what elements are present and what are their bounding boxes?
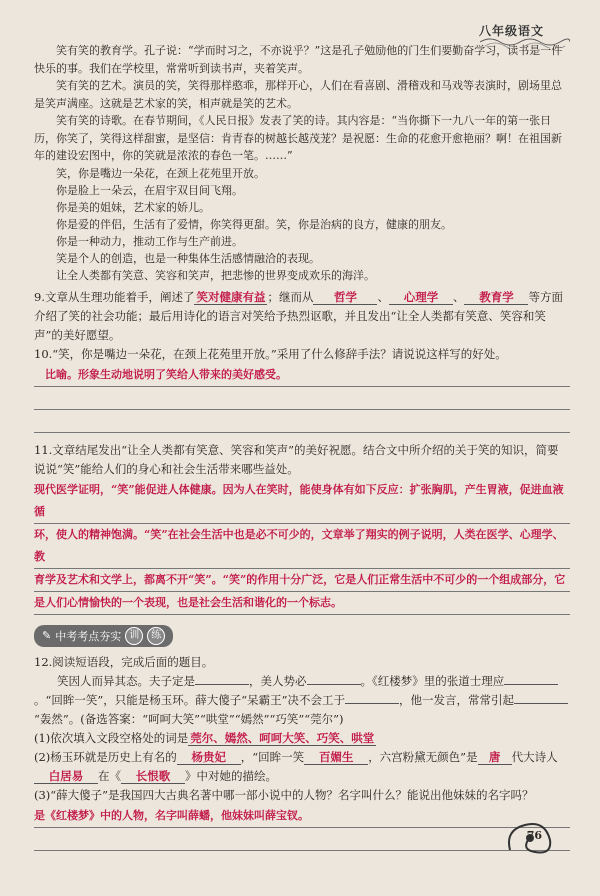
answer-line[interactable] bbox=[34, 828, 570, 851]
poem-line: 笑，你是嘴边一朵花，在颈上花苑里开放。 bbox=[56, 166, 265, 180]
question-10: 10.“笑，你是嘴边一朵花，在颈上花苑里开放。”采用了什么修辞手法？请说说这样写的好处。 bbox=[34, 346, 507, 361]
answer-blank[interactable]: 白居易 bbox=[34, 769, 98, 784]
answer-blank[interactable]: 长恨歌 bbox=[121, 769, 185, 784]
answer-blank[interactable]: 杨贵妃 bbox=[177, 750, 241, 765]
answer-blank[interactable] bbox=[307, 684, 361, 685]
answer-blank[interactable]: 心理学 bbox=[389, 290, 453, 305]
page-header: 八年级语文 bbox=[478, 24, 544, 38]
answer-line[interactable]: 环，使人的精神饱满。“笑”在社会生活中也是必不可少的，文章举了翔实的例子说明，人类在医学、心理学、教 bbox=[34, 524, 570, 569]
poem-line: 让全人类都有笑意、笑容和笑声，把悲惨的世界变成欢乐的海洋。 bbox=[56, 268, 375, 282]
page-number: 76 bbox=[526, 829, 542, 842]
poem-line: 你是爱的伴侣，生活有了爱情，你笑得更甜。笑，你是治病的良方，健康的朋友。 bbox=[56, 217, 452, 231]
poem-line: 你是一种动力，推动工作与生产前进。 bbox=[56, 234, 243, 248]
section-banner bbox=[34, 625, 570, 647]
q12-sub2: (2)杨玉环就是历史上有名的 杨贵妃 ，“回眸一笑 百媚生 ，六宫粉黛无颜色”是 唐 代大诗人白居易 在《 长恨歌 》中对她的描绘。 bbox=[34, 749, 558, 783]
answer-blank[interactable] bbox=[514, 703, 568, 704]
answer-line[interactable]: 育学及艺术和文学上，都离不开“笑”。“笑”的作用十分广泛，它是人们正常生活中不可少的一个组成部分，它 bbox=[34, 569, 570, 592]
answer-line[interactable]: 现代医学证明，“笑”能促进人体健康。因为人在笑时，能使身体有如下反应：扩张胸肌，产生胃液，促进血液循 bbox=[34, 479, 570, 524]
answer-blank[interactable] bbox=[504, 684, 558, 685]
answer-blank[interactable]: 百媚生 bbox=[304, 750, 368, 765]
passage-para: 笑有笑的教育学。孔子说：“学而时习之，不亦说乎？”这是孔子勉励他的门生们要勤奋学习，读书是一件快乐的事。我们在学校里，常常听到读书声，夹着笑声。 bbox=[34, 44, 563, 75]
passage bbox=[34, 42, 570, 284]
question-11: 11.文章结尾发出“让全人类都有笑意、笑容和笑声”的美好祝愿。结合文中所介绍的关于笑的知识，简要说说“笑”能给人们的身心和社会生活带来哪些益处。 bbox=[34, 442, 559, 476]
answer-blank[interactable] bbox=[195, 684, 249, 685]
passage-para: 笑有笑的诗歌。在春节期间，《人民日报》发表了笑的诗。其内容是：“当你撕下一九八一年的第一张日历，你笑了，笑得这样甜蜜，是坚信：肯青春的树越长越茂茏？是祝愿：生命的花愈开愈艳丽？啊！在祖国新年的建设宏图中，你的笑就是浓浓的春色一笔。……” bbox=[34, 114, 562, 162]
poem-line: 你是美的姐妹，艺术家的娇儿。 bbox=[56, 200, 210, 214]
answer-blank[interactable]: 笑对健康有益 bbox=[196, 289, 266, 304]
answer-blank[interactable]: 唐 bbox=[478, 750, 512, 765]
passage-para: 笑有笑的艺术。演员的笑，笑得那样憨乖，那样开心，人们在看喜剧、滑稽戏和马戏等表演时，剧场里总是笑声满座。这就是艺术家的笑，相声就是笑的艺术。 bbox=[34, 79, 562, 110]
answer-line[interactable]: 比喻。形象生动地说明了笑给人带来的美好感受。 bbox=[34, 364, 570, 387]
answer-blank[interactable]: 教育学 bbox=[464, 290, 528, 305]
answer-blank[interactable]: 哲学 bbox=[313, 290, 377, 305]
question-9: 9.文章从生理功能着手，阐述了 笑对健康有益 ；继而从 哲学 、 心理学 、 教育学 等方面介绍了笑的社会功能；最后用诗化的语言对笑给予热烈讴歌，并且发出“让全人类都有笑意、笑容和笑声”的美好愿望。 bbox=[34, 289, 563, 342]
answer-line[interactable]: 是人们心情愉快的一个表现，也是社会生活和谐化的一个标志。 bbox=[34, 592, 570, 615]
poem-line: 你是脸上一朵云，在眉宇双目间飞翔。 bbox=[56, 183, 243, 197]
q12-sub3: (3)“薛大傻子”是我国四大古典名著中哪一部小说中的人物？名字叫什么？能说出他妹妹的名字吗？ bbox=[34, 787, 534, 802]
answer-line[interactable] bbox=[34, 387, 570, 410]
answer-blank[interactable] bbox=[345, 703, 399, 704]
answer-line[interactable] bbox=[34, 410, 570, 433]
q12-passage: 笑因人而异其态。夫子定是 ，美人势必 。《红楼梦》里的张道士理应。“回眸一笑”，只能是杨玉环。薛大傻子“呆霸王”决不会工于 ，他一发言，常常引起“轰然”。(备选答案：“呵呵大笑”“哄堂”“嫣然”“巧笑”“莞尔”) bbox=[34, 672, 570, 729]
question-12: 12.阅读短语段，完成后面的题目。 bbox=[34, 654, 214, 669]
answer-line[interactable]: 是《红楼梦》中的人物，名字叫薛蟠，他妹妹叫薛宝钗。 bbox=[34, 805, 570, 828]
q12-sub1: (1)依次填入文段空格处的词是 莞尔、嫣然、呵呵大笑、巧笑、哄堂 bbox=[34, 730, 375, 745]
section-tag: 训 bbox=[125, 627, 143, 645]
section-tag: 练 bbox=[147, 627, 165, 645]
section-icon: ✎ bbox=[42, 629, 52, 642]
answer-blank[interactable]: 莞尔、嫣然、呵呵大笑、巧笑、哄堂 bbox=[190, 730, 375, 745]
wave-decoration-icon bbox=[480, 36, 570, 48]
poem-line: 笑是个人的创造，也是一种集体生活感情融洽的表现。 bbox=[56, 251, 320, 265]
section-title: 中考考点夯实 bbox=[55, 629, 122, 643]
